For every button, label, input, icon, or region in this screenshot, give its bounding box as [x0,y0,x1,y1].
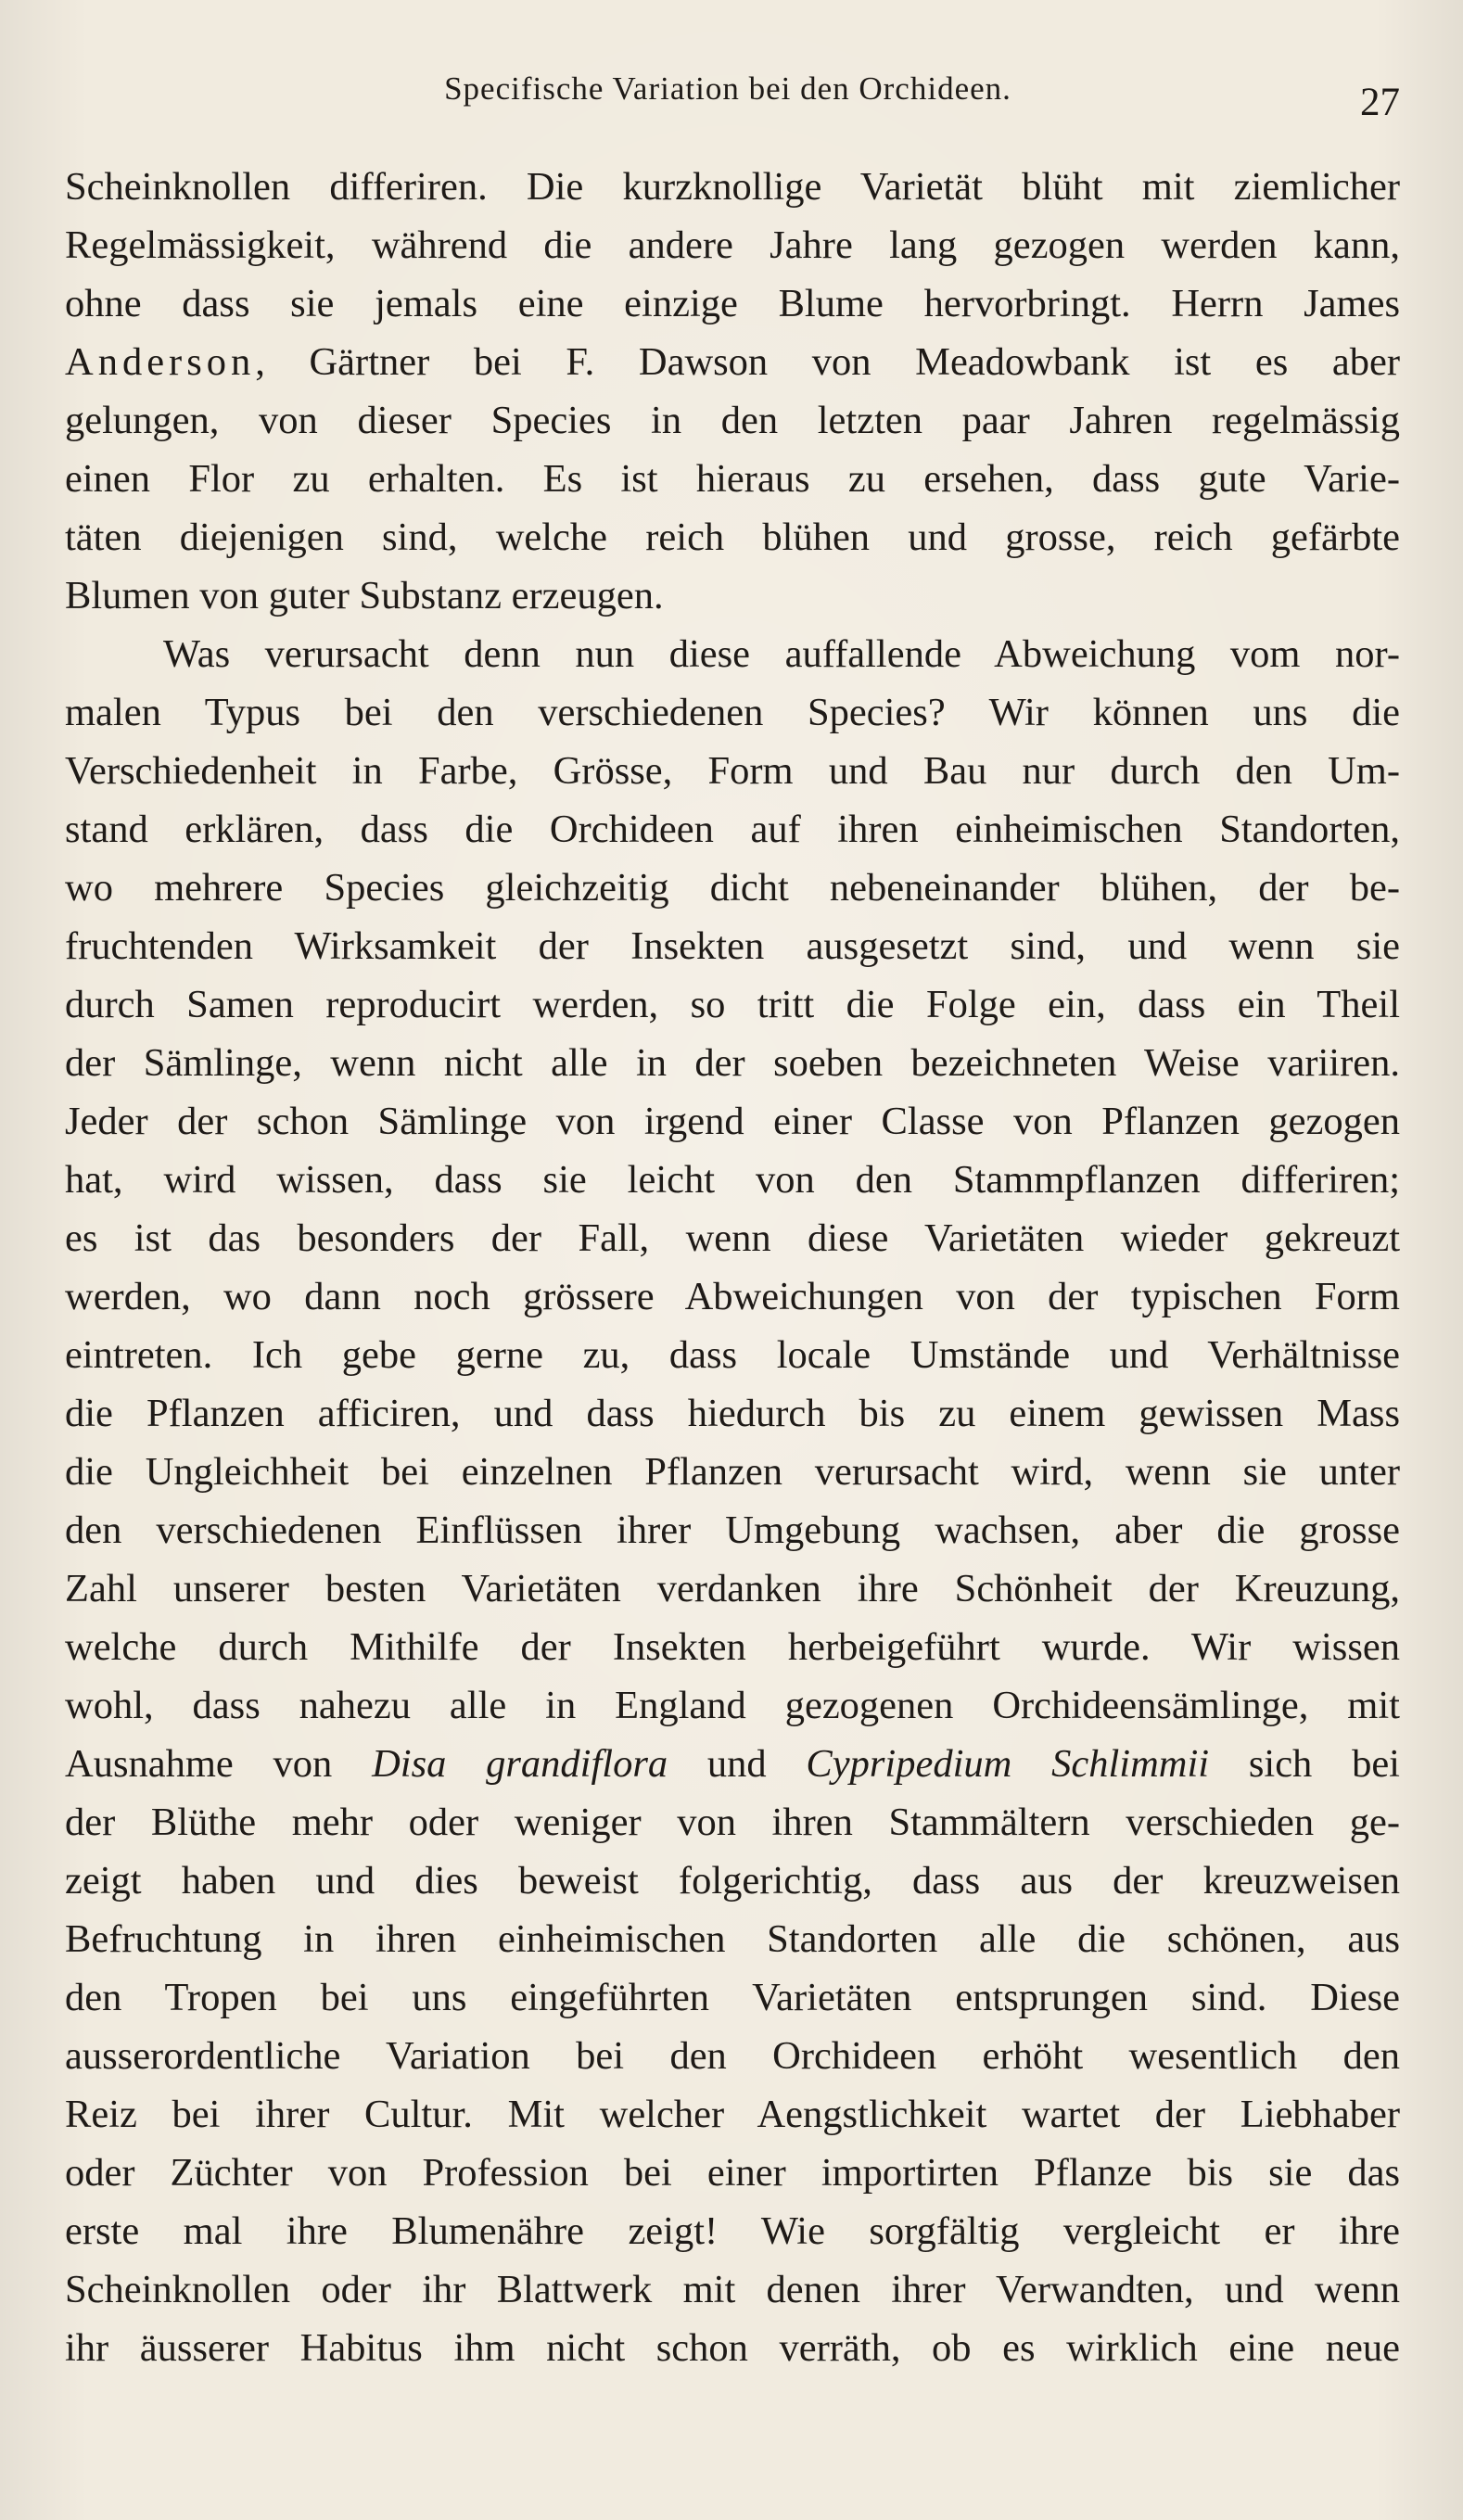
text-line: Scheinknollen oder ihr Blattwerk mit denen ihrer Verwandten, und wenn [65,2268,1400,2311]
text-line: Was verursacht denn nun diese auffallende Abweichung vom nor- [163,632,1400,676]
text-line: malen Typus bei den verschiedenen Species? Wir können uns die [65,691,1400,734]
text-line: ihr äusserer Habitus ihm nicht schon verräth, ob es wirklich eine neue [65,2326,1400,2370]
text-line: welche durch Mithilfe der Insekten herbeigeführt wurde. Wir wissen [65,1625,1400,1669]
text-line: werden, wo dann noch grössere Abweichungen von der typischen Form [65,1275,1400,1318]
text-line: es ist das besonders der Fall, wenn diese Varietäten wieder gekreuzt [65,1216,1400,1260]
text-line: Befruchtung in ihren einheimischen Standorten alle die schönen, aus [65,1917,1400,1961]
text-line: Jeder der schon Sämlinge von irgend einer Classe von Pflanzen gezogen [65,1100,1400,1143]
text-span: sich bei [1209,1742,1400,1786]
text-span: Ausnahme von [65,1742,373,1786]
text-line: eintreten. Ich gebe gerne zu, dass locale Umstände und Verhältnisse [65,1333,1400,1377]
text-span: und [668,1742,807,1786]
running-title: Specifische Variation bei den Orchideen. [444,70,1011,107]
text-line: ohne dass sie jemals eine einzige Blume hervorbringt. Herrn James [65,282,1400,325]
body-text [65,158,1400,2377]
text-line: den verschiedenen Einflüssen ihrer Umgebung wachsen, aber die grosse [65,1508,1400,1552]
text-line: stand erklären, dass die Orchideen auf ihren einheimischen Standorten, [65,808,1400,851]
text-span: , Gärtner bei F. Dawson von Meadowbank ist es aber [255,340,1400,384]
text-line: fruchtenden Wirksamkeit der Insekten ausgesetzt sind, und wenn sie [65,924,1400,968]
text-line [65,1735,1400,1793]
text-line: der Blüthe mehr oder weniger von ihren Stammältern verschieden ge- [65,1801,1400,1844]
text-line: die Ungleichheit bei einzelnen Pflanzen verursacht wird, wenn sie unter [65,1450,1400,1494]
text-line: durch Samen reproducirt werden, so tritt die Folge ein, dass ein Theil [65,983,1400,1026]
text-line: den Tropen bei uns eingeführten Varietäten entsprungen sind. Diese [65,1976,1400,2019]
text-line: wohl, dass nahezu alle in England gezogenen Orchideensämlinge, mit [65,1684,1400,1727]
text-line [65,333,1400,391]
text-line: zeigt haben und dies beweist folgerichtig, dass aus der kreuzweisen [65,1859,1400,1903]
text-line: Zahl unserer besten Varietäten verdanken ihre Schönheit der Kreuzung, [65,1567,1400,1610]
text-line: gelungen, von dieser Species in den letzten paar Jahren regelmässig [65,399,1400,442]
text-line: Blumen von guter Substanz erzeugen. [65,574,664,617]
text-line: erste mal ihre Blumenähre zeigt! Wie sorgfältig vergleicht er ihre [65,2209,1400,2253]
text-line: täten diejenigen sind, welche reich blühen und grosse, reich gefärbte [65,515,1400,559]
page-header [56,70,1400,126]
text-line: der Sämlinge, wenn nicht alle in der soeben bezeichneten Weise variiren. [65,1041,1400,1085]
text-line: Regelmässigkeit, während die andere Jahre lang gezogen werden kann, [65,223,1400,267]
species-name: Disa grandiflora [372,1742,668,1786]
text-line: die Pflanzen afficiren, und dass hiedurch bis zu einem gewissen Mass [65,1392,1400,1435]
species-name: Cypripedium Schlimmii [806,1742,1210,1786]
text-line: oder Züchter von Profession bei einer importirten Pflanze bis sie das [65,2151,1400,2195]
text-line: Reiz bei ihrer Cultur. Mit welcher Aengstlichkeit wartet der Liebhaber [65,2093,1400,2136]
text-line: Scheinknollen differiren. Die kurzknollige Varietät blüht mit ziemlicher [65,165,1400,209]
text-line: einen Flor zu erhalten. Es ist hieraus zu ersehen, dass gute Varie- [65,457,1400,501]
text-line: hat, wird wissen, dass sie leicht von den Stammpflanzen differiren; [65,1158,1400,1202]
text-line: wo mehrere Species gleichzeitig dicht nebeneinander blühen, der be- [65,866,1400,910]
text-line: Verschiedenheit in Farbe, Grösse, Form und Bau nur durch den Um- [65,749,1400,793]
page-number: 27 [1360,81,1400,124]
spaced-name: Anderson [65,340,256,384]
text-line: ausserordentliche Variation bei den Orchideen erhöht wesentlich den [65,2034,1400,2078]
